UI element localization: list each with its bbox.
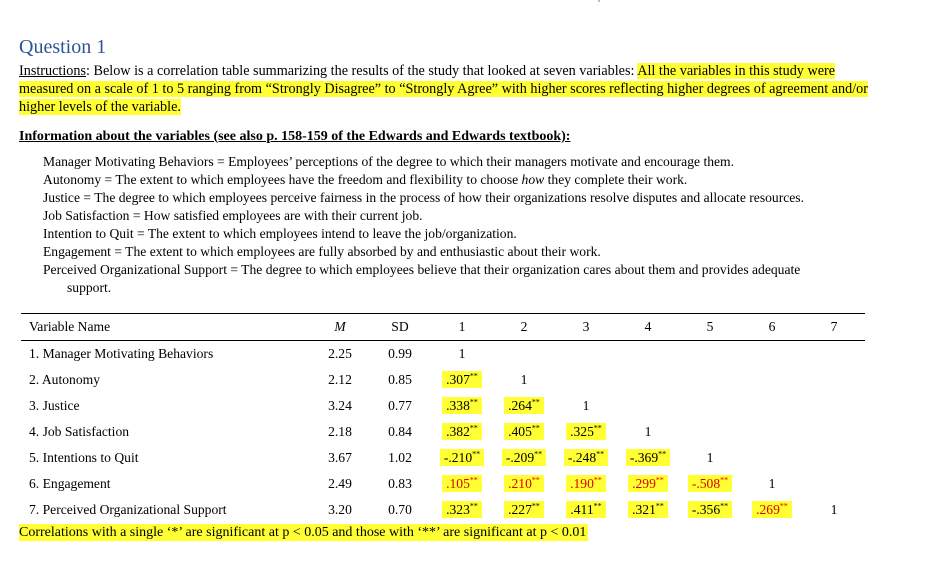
correlation-cell	[431, 445, 493, 471]
correlation-cell	[679, 419, 741, 445]
correlation-value: 1	[706, 450, 714, 465]
coefficient-number: .227	[508, 502, 532, 518]
header-col-7: 7	[830, 319, 838, 334]
correlation-cell	[617, 445, 679, 471]
variable-name-cell: 3. Justice	[29, 398, 80, 413]
mean-cell: 2.25	[328, 346, 352, 361]
correlation-value	[566, 423, 606, 440]
variable-name-cell: 2. Autonomy	[29, 372, 100, 387]
correlation-cell	[493, 445, 555, 471]
sd-cell: 0.70	[388, 502, 412, 517]
significance-stars: **	[593, 475, 602, 485]
correlation-value	[628, 475, 668, 492]
correlation-cell	[555, 445, 617, 471]
variable-name-cell: 1. Manager Motivating Behaviors	[29, 346, 214, 361]
instructions-label: Instructions	[19, 63, 86, 79]
significance-stars: **	[720, 475, 729, 485]
correlation-value: 1	[644, 424, 652, 439]
coefficient-number: .269	[756, 502, 780, 518]
correlation-cell	[431, 393, 493, 419]
correlation-value: 1	[830, 502, 838, 517]
correlation-cell	[617, 367, 679, 393]
correlation-cell	[679, 445, 741, 471]
correlation-value	[442, 475, 482, 492]
correlation-value	[566, 475, 606, 492]
definition-text: Justice = The degree to which employees perceive fairness in the process of how their organizations resolve disputes and allocate resources.	[43, 190, 804, 205]
correlation-cell	[431, 497, 493, 523]
page-dot-mark	[598, 0, 600, 2]
significance-stars: **	[593, 501, 602, 511]
correlation-cell	[741, 471, 803, 497]
correlation-value	[566, 501, 605, 518]
table-row	[21, 341, 865, 368]
coefficient-number: .338	[446, 398, 470, 414]
definition-justice	[43, 189, 883, 207]
correlation-cell	[803, 445, 865, 471]
significance-stars: **	[531, 397, 540, 407]
mean-cell: 3.67	[328, 450, 352, 465]
correlation-cell	[493, 471, 555, 497]
correlation-cell	[803, 341, 865, 368]
sd-cell: 0.77	[388, 398, 412, 413]
significance-stars: **	[655, 475, 664, 485]
correlation-cell	[741, 497, 803, 523]
correlation-cell	[679, 367, 741, 393]
coefficient-number: -.369	[629, 450, 659, 466]
correlation-value	[626, 449, 670, 466]
header-col-5: 5	[706, 319, 714, 334]
correlation-cell	[741, 367, 803, 393]
correlation-cell	[555, 497, 617, 523]
table-header-row	[21, 314, 865, 341]
correlation-value	[442, 423, 482, 440]
correlation-value	[504, 475, 544, 492]
correlation-cell	[803, 471, 865, 497]
table-row	[21, 419, 865, 445]
sd-cell: 0.84	[388, 424, 412, 439]
coefficient-number: .105	[446, 476, 470, 492]
definition-text: Manager Motivating Behaviors = Employees’ perceptions of the degree to which their managers motivate and encourage them.	[43, 154, 735, 169]
correlation-cell	[555, 393, 617, 419]
coefficient-number: .299	[632, 476, 656, 492]
variable-definitions	[43, 153, 883, 297]
definition-text: Autonomy = The extent to which employees have the freedom and flexibility to choose	[43, 172, 522, 187]
variables-info-heading: Information about the variables (see also p. 158-159 of the Edwards and Edwards textbook):	[19, 129, 571, 144]
correlation-value: 1	[768, 476, 776, 491]
correlation-cell	[617, 341, 679, 368]
definition-autonomy	[43, 171, 883, 189]
mean-cell: 2.18	[328, 424, 352, 439]
correlation-cell	[741, 393, 803, 419]
coefficient-number: .190	[570, 476, 594, 492]
definition-job-satisfaction	[43, 207, 883, 225]
instructions-text: Below is a correlation table summarizing the results of the study that looked at seven variables:	[93, 63, 638, 79]
sd-cell: 0.85	[388, 372, 412, 387]
correlation-value: 1	[582, 398, 590, 413]
coefficient-number: .264	[508, 398, 532, 414]
coefficient-number: -.210	[443, 450, 473, 466]
coefficient-number: .210	[508, 476, 532, 492]
definition-text: Perceived Organizational Support = The degree to which employees believe that their organization cares about them and provides adequate	[43, 262, 801, 277]
correlation-value: 1	[458, 346, 466, 361]
table-row	[21, 445, 865, 471]
significance-stars: **	[596, 449, 605, 459]
definition-manager-motivating	[43, 153, 883, 171]
correlation-value	[628, 501, 668, 518]
correlation-cell	[431, 471, 493, 497]
definition-text-after: they complete their work.	[544, 172, 688, 187]
correlation-value	[504, 423, 544, 440]
sd-cell: 0.83	[388, 476, 412, 491]
correlation-cell	[431, 341, 493, 368]
variable-name-cell: 4. Job Satisfaction	[29, 424, 130, 439]
significance-stars: **	[469, 475, 478, 485]
variable-name-cell: 7. Perceived Organizational Support	[29, 502, 227, 517]
coefficient-number: .382	[446, 424, 470, 440]
correlation-cell	[617, 497, 679, 523]
correlation-cell	[431, 367, 493, 393]
definition-text: Engagement = The extent to which employees are fully absorbed by and enthusiastic about their work.	[43, 244, 601, 259]
correlation-cell	[493, 497, 555, 523]
table-row	[21, 393, 865, 419]
instructions-paragraph	[19, 62, 889, 116]
correlation-cell	[803, 419, 865, 445]
table-row	[21, 471, 865, 497]
variable-name-cell: 6. Engagement	[29, 476, 111, 491]
correlation-cell	[493, 419, 555, 445]
definition-italic: how	[521, 172, 545, 187]
correlation-value	[440, 449, 484, 466]
header-variable-name: Variable Name	[29, 319, 111, 334]
correlation-cell	[741, 419, 803, 445]
significance-stars: **	[469, 501, 478, 511]
correlation-cell	[741, 341, 803, 368]
instructions-highlighted-text: All the variables in this study were measured on a scale of 1 to 5 ranging from “Strongly Disagree” to “Strongly Agree” with higher scores reflecting higher degrees of agreement and/or higher levels of the variable.	[19, 63, 868, 115]
correlation-cell	[493, 393, 555, 419]
correlation-cell	[741, 445, 803, 471]
correlation-value	[752, 501, 792, 518]
significance-stars: **	[469, 371, 478, 381]
coefficient-number: .325	[570, 424, 594, 440]
correlation-cell	[493, 367, 555, 393]
correlation-cell	[493, 341, 555, 368]
coefficient-number: -.356	[691, 502, 721, 518]
correlation-table	[21, 313, 865, 523]
correlation-value	[442, 371, 482, 388]
correlation-cell	[431, 419, 493, 445]
coefficient-number: -.508	[691, 476, 721, 492]
coefficient-number: .323	[446, 502, 470, 518]
header-mean: M	[334, 319, 346, 334]
correlation-cell	[679, 471, 741, 497]
definition-perceived-support	[43, 261, 883, 279]
correlation-cell	[679, 393, 741, 419]
mean-cell: 3.20	[328, 502, 352, 517]
correlation-value	[502, 449, 546, 466]
instructions-colon: :	[86, 63, 94, 79]
coefficient-number: -.248	[567, 450, 597, 466]
correlation-cell	[617, 419, 679, 445]
header-col-4: 4	[644, 319, 652, 334]
significance-stars: **	[531, 501, 540, 511]
coefficient-number: -.209	[505, 450, 535, 466]
coefficient-number: .405	[508, 424, 532, 440]
significance-stars: **	[658, 449, 667, 459]
sd-cell: 1.02	[388, 450, 412, 465]
definition-engagement	[43, 243, 883, 261]
question-title: Question 1	[19, 36, 107, 58]
correlation-cell	[803, 497, 865, 523]
definition-text: Job Satisfaction = How satisfied employees are with their current job.	[43, 208, 423, 223]
table-row	[21, 497, 865, 523]
correlation-value: 1	[520, 372, 528, 387]
correlation-cell	[617, 471, 679, 497]
significance-stars: **	[531, 423, 540, 433]
correlation-value	[504, 397, 544, 414]
header-col-2: 2	[520, 319, 528, 334]
correlation-value	[688, 475, 732, 492]
definition-continuation: support.	[67, 280, 112, 295]
significance-stars: **	[720, 501, 729, 511]
header-col-3: 3	[582, 319, 590, 334]
significance-stars: **	[531, 475, 540, 485]
significance-stars: **	[655, 501, 664, 511]
correlation-value	[442, 397, 482, 414]
coefficient-number: .321	[632, 502, 656, 518]
definition-text: Intention to Quit = The extent to which employees intend to leave the job/organization.	[43, 226, 517, 241]
correlation-cell	[679, 497, 741, 523]
mean-cell: 2.49	[328, 476, 352, 491]
correlation-value	[442, 501, 482, 518]
sd-cell: 0.99	[388, 346, 412, 361]
significance-stars: **	[472, 449, 481, 459]
correlation-value	[688, 501, 732, 518]
correlation-cell	[617, 393, 679, 419]
significance-stars: **	[469, 423, 478, 433]
header-col-6: 6	[768, 319, 776, 334]
significance-footnote: Correlations with a single ‘*’ are significant at p < 0.05 and those with ‘**’ are significant at p < 0.01	[19, 525, 587, 540]
table-row	[21, 367, 865, 393]
significance-stars: **	[534, 449, 543, 459]
significance-stars: **	[469, 397, 478, 407]
correlation-cell	[803, 367, 865, 393]
definition-intention-to-quit	[43, 225, 883, 243]
header-sd: SD	[391, 319, 409, 334]
significance-stars: **	[779, 501, 788, 511]
correlation-value	[564, 449, 608, 466]
correlation-value	[504, 501, 544, 518]
header-col-1: 1	[458, 319, 466, 334]
correlation-cell	[803, 393, 865, 419]
correlation-cell	[679, 341, 741, 368]
correlation-cell	[555, 471, 617, 497]
coefficient-number: .411	[570, 502, 594, 518]
significance-stars: **	[593, 423, 602, 433]
mean-cell: 3.24	[328, 398, 352, 413]
correlation-cell	[555, 419, 617, 445]
correlation-cell	[555, 367, 617, 393]
mean-cell: 2.12	[328, 372, 352, 387]
variable-name-cell: 5. Intentions to Quit	[29, 450, 139, 465]
coefficient-number: .307	[446, 372, 470, 388]
correlation-cell	[555, 341, 617, 368]
